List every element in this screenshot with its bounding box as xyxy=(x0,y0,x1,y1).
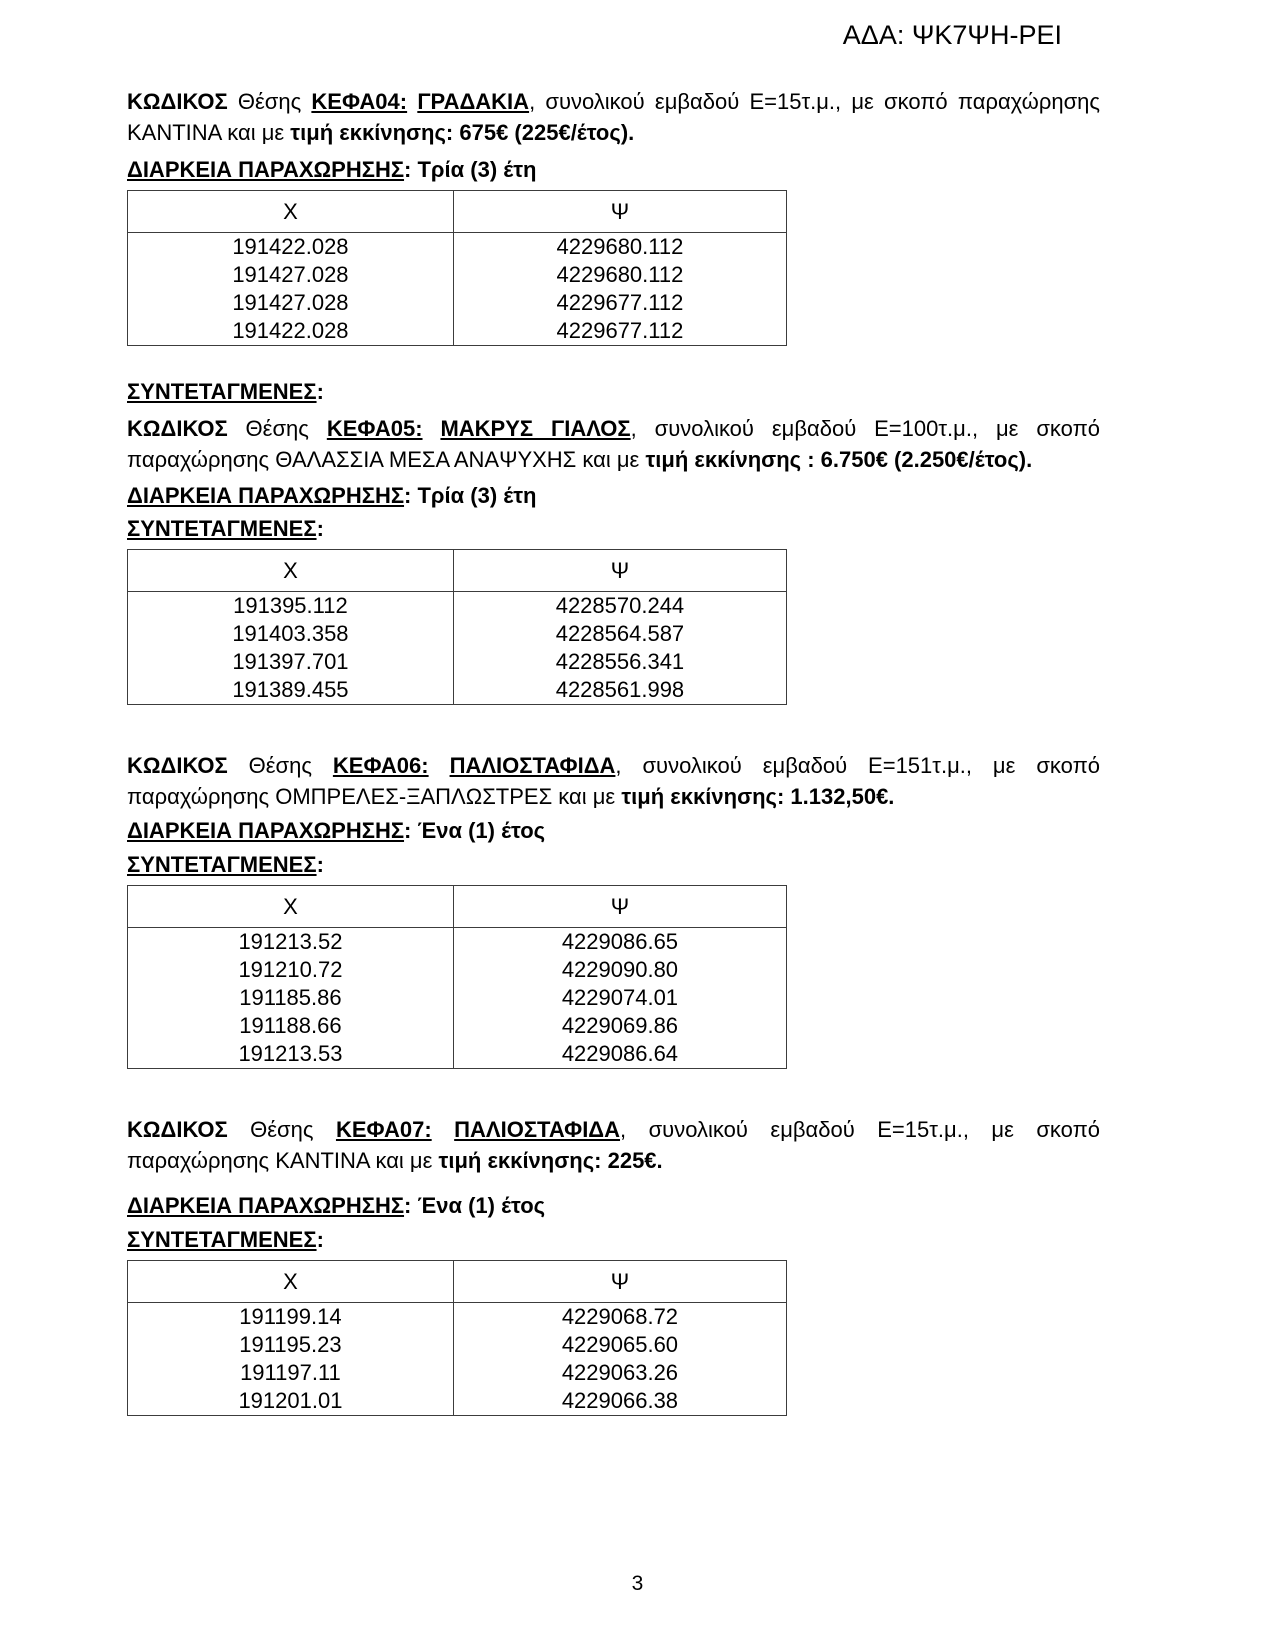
coordinate-row xyxy=(128,928,787,957)
thesis-label: Θέσης xyxy=(227,89,312,114)
coordinate-y-cell: 4229090.80 xyxy=(453,956,786,984)
coordinate-x-cell: 191199.14 xyxy=(239,1304,342,1329)
coordinate-row xyxy=(128,676,787,705)
position-name: ΓΡΑΔΑΚΙΑ xyxy=(417,89,530,114)
section-intro-kefa07 xyxy=(127,1114,1100,1176)
coordinates-table-kefa07 xyxy=(127,1260,787,1416)
duration-line-kefa07 xyxy=(127,1190,1100,1221)
coordinate-y-cell: 4229074.01 xyxy=(453,984,786,1012)
coordinate-y-cell: 4228570.244 xyxy=(453,592,786,621)
coordinate-row xyxy=(128,317,787,346)
coordinates-label-line xyxy=(127,513,1100,544)
position-details: , συνολικού εμβαδού Ε=100τ.μ., με σκοπό παραχώρησης ΘΑΛΑΣΣΙΑ ΜΕΣΑ ΑΝΑΨΥΧΗΣ και με xyxy=(127,416,1100,472)
header-row xyxy=(128,191,787,233)
header-row xyxy=(128,886,787,928)
coordinate-x-cell: 191427.028 xyxy=(232,262,349,287)
coordinate-row xyxy=(128,956,787,984)
coordinate-x-cell: 191422.028 xyxy=(232,318,349,343)
kodikos-label: ΚΩΔΙΚΟΣ xyxy=(127,416,228,441)
coordinate-x-cell: 191210.72 xyxy=(238,957,343,982)
coordinate-row xyxy=(128,592,787,621)
header-row xyxy=(128,1261,787,1303)
coordinate-row xyxy=(128,1331,787,1359)
coordinate-x-cell: 191213.52 xyxy=(238,929,343,954)
coordinate-y-cell: 4229066.38 xyxy=(453,1387,786,1416)
coordinates-colon: : xyxy=(316,516,324,541)
kodikos-label: ΚΩΔΙΚΟΣ xyxy=(127,89,228,114)
duration-label: ΔΙΑΡΚΕΙΑ ΠΑΡΑΧΩΡΗΣΗΣ xyxy=(127,157,405,182)
coordinates-label-line xyxy=(127,376,1100,407)
column-header-psi: Ψ xyxy=(453,1261,786,1303)
duration-value: : Ένα (1) έτος xyxy=(404,1193,546,1218)
coordinate-y-cell: 4228564.587 xyxy=(453,620,786,648)
coordinate-x-cell: 191422.028 xyxy=(232,234,349,259)
coordinate-y-cell: 4228556.341 xyxy=(453,648,786,676)
position-details: , συνολικού εμβαδού Ε=15τ.μ., με σκοπό παραχώρησης ΚΑΝΤΙΝΑ και με xyxy=(127,89,1100,145)
position-code: ΚΕΦΑ04: xyxy=(311,89,408,114)
coordinates-label-line xyxy=(127,849,1100,880)
coordinate-y-cell: 4229677.112 xyxy=(453,289,786,317)
column-header-psi: Ψ xyxy=(453,550,786,592)
kodikos-label: ΚΩΔΙΚΟΣ xyxy=(127,753,228,778)
position-code: ΚΕΦΑ06: xyxy=(332,753,429,778)
duration-value: : Τρία (3) έτη xyxy=(404,157,537,182)
duration-line-kefa06 xyxy=(127,815,1100,846)
coordinate-y-cell: 4228561.998 xyxy=(453,676,786,705)
coordinate-row xyxy=(128,1387,787,1416)
starting-price: τιμή εκκίνησης: 675€ (225€/έτος). xyxy=(290,120,635,145)
coordinate-y-cell: 4229086.65 xyxy=(453,928,786,957)
kodikos-label: ΚΩΔΙΚΟΣ xyxy=(127,1117,228,1142)
coordinate-row xyxy=(128,1359,787,1387)
coordinates-label-line xyxy=(127,1224,1100,1255)
coordinate-x-cell: 191195.23 xyxy=(239,1332,342,1357)
coordinate-x-cell: 191427.028 xyxy=(232,290,349,315)
coordinate-y-cell: 4229068.72 xyxy=(453,1303,786,1332)
coordinate-y-cell: 4229086.64 xyxy=(453,1040,786,1069)
coordinates-table-kefa04 xyxy=(127,190,787,346)
section-intro-kefa04 xyxy=(127,86,1100,148)
coordinate-row xyxy=(128,1040,787,1069)
column-header-psi: Ψ xyxy=(453,886,786,928)
coordinate-x-cell: 191397.701 xyxy=(232,649,349,674)
coordinates-colon: : xyxy=(316,1227,324,1252)
coordinate-row xyxy=(128,984,787,1012)
coordinate-row xyxy=(128,648,787,676)
coordinates-label: ΣΥΝΤΕΤΑΓΜΕΝΕΣ xyxy=(127,379,317,404)
position-details: , συνολικού εμβαδού Ε=15τ.μ., με σκοπό παραχώρησης ΚΑΝΤΙΝΑ και με xyxy=(127,1117,1101,1173)
coordinate-y-cell: 4229680.112 xyxy=(453,261,786,289)
coordinate-y-cell: 4229680.112 xyxy=(453,233,786,262)
coordinate-x-cell: 191403.358 xyxy=(232,621,349,646)
coordinates-label: ΣΥΝΤΕΤΑΓΜΕΝΕΣ xyxy=(127,1227,317,1252)
section-intro-kefa05 xyxy=(127,413,1100,475)
coordinates-label: ΣΥΝΤΕΤΑΓΜΕΝΕΣ xyxy=(127,516,317,541)
starting-price: τιμή εκκίνησης : 6.750€ (2.250€/έτος). xyxy=(645,447,1033,472)
coordinate-x-cell: 191395.112 xyxy=(233,593,348,618)
starting-price: τιμή εκκίνησης: 1.132,50€. xyxy=(621,784,895,809)
duration-label: ΔΙΑΡΚΕΙΑ ΠΑΡΑΧΩΡΗΣΗΣ xyxy=(127,483,405,508)
coordinates-colon: : xyxy=(316,852,324,877)
coordinate-y-cell: 4229677.112 xyxy=(453,317,786,346)
ada-number: ΑΔΑ: ΨΚ7ΨΗ-ΡΕΙ xyxy=(842,20,1062,50)
coordinate-row xyxy=(128,233,787,262)
page-number: 3 xyxy=(631,1572,644,1595)
duration-value: : Ένα (1) έτος xyxy=(404,818,546,843)
coordinate-y-cell: 4229065.60 xyxy=(453,1331,786,1359)
starting-price: τιμή εκκίνησης: 225€. xyxy=(438,1148,663,1173)
coordinate-x-cell: 191185.86 xyxy=(239,985,342,1010)
position-name: ΠΑΛΙΟΣΤΑΦΙΔΑ xyxy=(454,1117,621,1142)
coordinate-x-cell: 191197.11 xyxy=(240,1360,341,1385)
duration-value: : Τρία (3) έτη xyxy=(404,483,537,508)
coordinate-row xyxy=(128,289,787,317)
position-code: ΚΕΦΑ05: xyxy=(326,416,423,441)
duration-label: ΔΙΑΡΚΕΙΑ ΠΑΡΑΧΩΡΗΣΗΣ xyxy=(127,818,405,843)
coordinates-colon: : xyxy=(316,379,324,404)
duration-line-kefa04 xyxy=(127,154,1100,185)
section-intro-kefa06 xyxy=(127,750,1100,812)
thesis-label: Θέσης xyxy=(227,1117,336,1142)
position-name: ΠΑΛΙΟΣΤΑΦΙΔΑ xyxy=(449,753,616,778)
coordinate-y-cell: 4229063.26 xyxy=(453,1359,786,1387)
thesis-label: Θέσης xyxy=(227,753,333,778)
coordinate-x-cell: 191389.455 xyxy=(232,677,349,702)
column-header-x: Χ xyxy=(128,550,454,592)
coordinate-row xyxy=(128,261,787,289)
coordinate-row xyxy=(128,1303,787,1332)
duration-label: ΔΙΑΡΚΕΙΑ ΠΑΡΑΧΩΡΗΣΗΣ xyxy=(127,1193,405,1218)
coordinate-y-cell: 4229069.86 xyxy=(453,1012,786,1040)
coordinates-label: ΣΥΝΤΕΤΑΓΜΕΝΕΣ xyxy=(127,852,317,877)
column-header-x: Χ xyxy=(128,191,454,233)
coordinate-x-cell: 191188.66 xyxy=(239,1013,342,1038)
coordinates-table-kefa06 xyxy=(127,885,787,1069)
position-code: ΚΕΦΑ07: xyxy=(335,1117,432,1142)
coordinates-table-kefa05 xyxy=(127,549,787,705)
column-header-psi: Ψ xyxy=(453,191,786,233)
position-name: ΜΑΚΡΥΣ ΓΙΑΛΟΣ xyxy=(440,416,631,441)
coordinate-x-cell: 191213.53 xyxy=(238,1041,343,1066)
header-row xyxy=(128,550,787,592)
coordinate-row xyxy=(128,1012,787,1040)
column-header-x: Χ xyxy=(128,1261,454,1303)
duration-line-kefa05 xyxy=(127,480,1100,511)
coordinate-x-cell: 191201.01 xyxy=(238,1388,343,1413)
thesis-label: Θέσης xyxy=(227,416,327,441)
column-header-x: Χ xyxy=(128,886,454,928)
position-details: , συνολικού εμβαδού Ε=151τ.μ., με σκοπό παραχώρησης ΟΜΠΡΕΛΕΣ-ΞΑΠΛΩΣΤΡΕΣ και με xyxy=(127,753,1100,809)
coordinate-row xyxy=(128,620,787,648)
